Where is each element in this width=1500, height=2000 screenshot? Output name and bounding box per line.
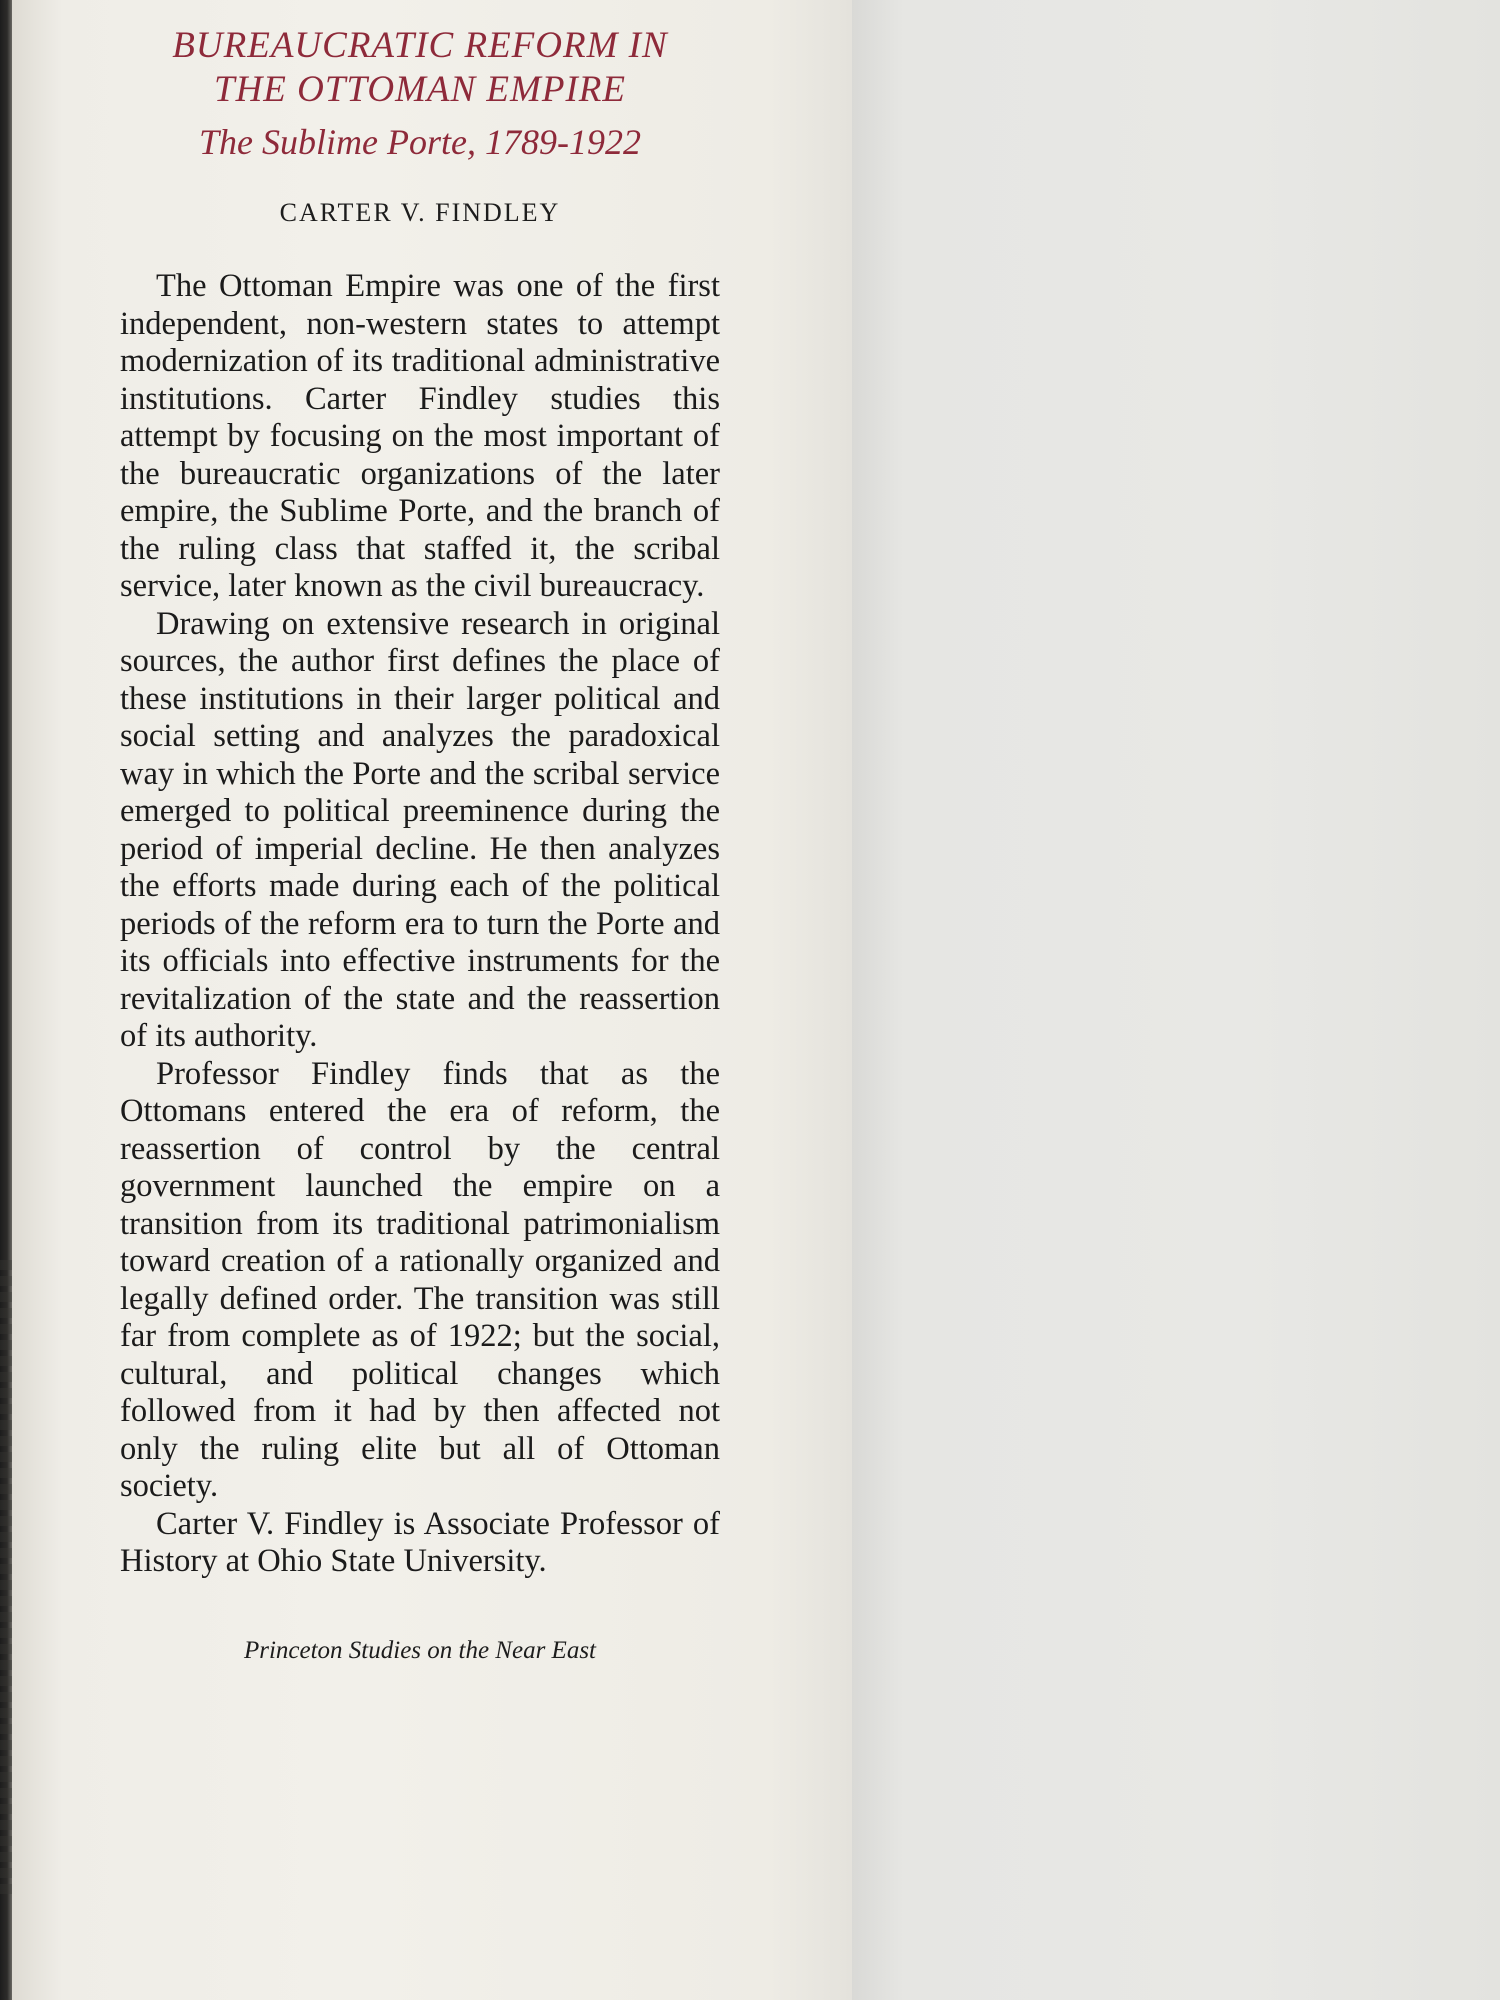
book-title-line-2: THE OTTOMAN EMPIRE — [214, 69, 626, 110]
description-paragraph: The Ottoman Empire was one of the first independent, non-western states to attempt modernization of its traditional administrative institutions. Carter Findley studies this attempt by focusing on the most important of the bureaucratic organizations of the later empire, the Sublime Porte, and the branch of the ruling class that staffed it, the scribal service, later known as the civil bureaucracy. — [120, 268, 720, 604]
author-bio-paragraph: Carter V. Findley is Associate Professor of History at Ohio State University. — [120, 1505, 720, 1579]
book-jacket-flap — [12, 0, 852, 2000]
blank-endpaper — [852, 0, 1500, 2000]
book-description — [120, 268, 720, 1581]
book-spine — [0, 0, 12, 2000]
series-name: Princeton Studies on the Near East — [243, 1636, 597, 1664]
book-title — [120, 24, 720, 112]
description-paragraph: Drawing on extensive research in original sources, the author first defines the place of these institutions in their larger political and social setting and analyzes the paradoxical way in which the Porte and the scribal service emerged to political preeminence during the period of imperial decline. He then analyzes the efforts made during each of the political periods of the reform era to turn the Porte and its officials into effective instruments for the revitalization of the state and the reassertion of its authority. — [120, 605, 720, 1054]
spine-printing — [0, 1260, 12, 1900]
description-paragraph: Professor Findley finds that as the Ottomans entered the era of reform, the reassertion of control by the central government launched the empire on a transition from its traditional patrimonialism toward creation of a rationally organized and legally defined order. The transition was still far from complete as of 1922; but the social, cultural, and political changes which followed from it had by then affected not only the ruling elite but all of Ottoman society. — [120, 1055, 720, 1504]
book-subtitle: The Sublime Porte, 1789-1922 — [199, 122, 641, 162]
flap-content — [120, 24, 720, 1665]
book-title-line-1: BUREAUCRATIC REFORM IN — [172, 25, 668, 66]
book-author: CARTER V. FINDLEY — [279, 198, 561, 227]
